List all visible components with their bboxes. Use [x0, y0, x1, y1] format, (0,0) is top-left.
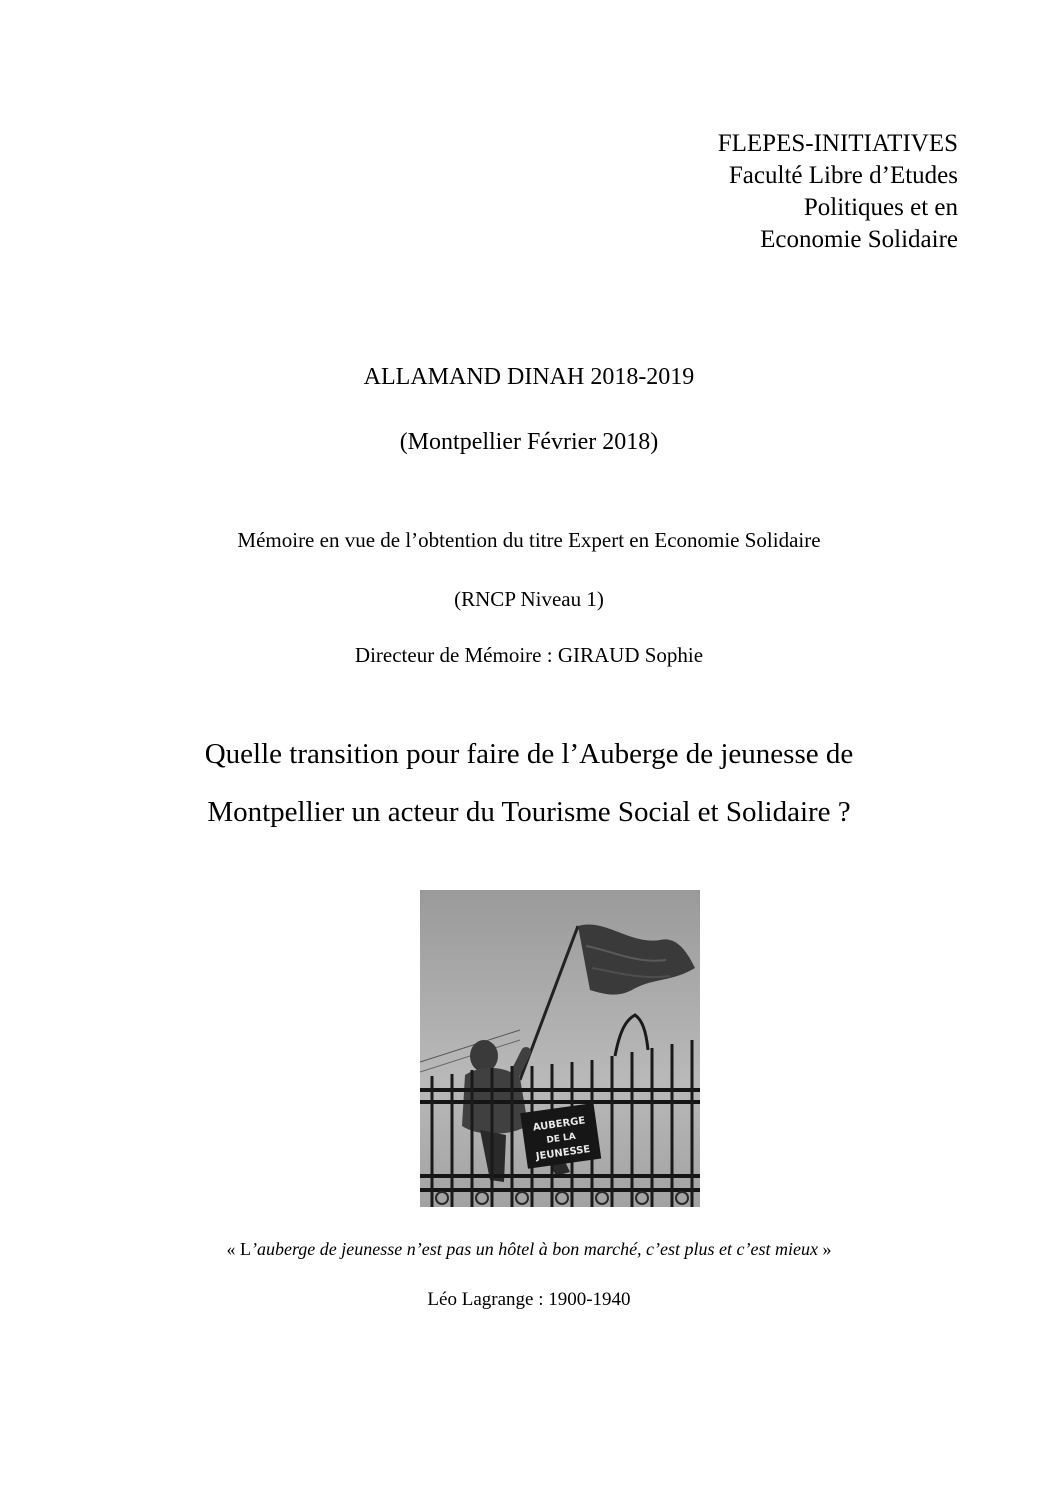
institution-line-3: Politiques et en — [803, 194, 958, 221]
quote-close: » — [818, 1239, 832, 1259]
sign-text-line-3: JEUNESSE — [535, 1143, 591, 1163]
thesis-title-line-1: Quelle transition pour faire de l’Auberge de jeunesse de — [204, 738, 854, 770]
epigraph-quote — [0, 1239, 1058, 1260]
thesis-purpose: Mémoire en vue de l’obtention du titre Expert en Economie Solidaire — [237, 528, 821, 552]
cover-photo — [420, 890, 700, 1207]
institution-line-2: Faculté Libre d’Etudes — [728, 162, 958, 189]
institution-line-4: Economie Solidaire — [760, 226, 958, 253]
quote-author: Léo Lagrange : 1900-1940 — [427, 1289, 631, 1310]
quote-open: « L — [226, 1239, 251, 1259]
quote-text: ’auberge de jeunesse n’est pas un hôtel à bon marché, c’est plus et c’est mieux — [250, 1239, 818, 1259]
author-line: ALLAMAND DINAH 2018-2019 — [363, 364, 695, 390]
sign-text-line-1: AUBERGE — [532, 1115, 586, 1134]
institution-name: FLEPES-INITIATIVES — [717, 130, 958, 157]
rncp-level: (RNCP Niveau 1) — [454, 587, 604, 611]
sign-text-line-2: DE LA — [545, 1131, 577, 1146]
thesis-title-line-2: Montpellier un acteur du Tourisme Social et Solidaire ? — [207, 796, 851, 828]
thesis-director: Directeur de Mémoire : GIRAUD Sophie — [354, 643, 704, 667]
place-date: (Montpellier Février 2018) — [399, 429, 659, 455]
institution-block — [718, 128, 958, 256]
